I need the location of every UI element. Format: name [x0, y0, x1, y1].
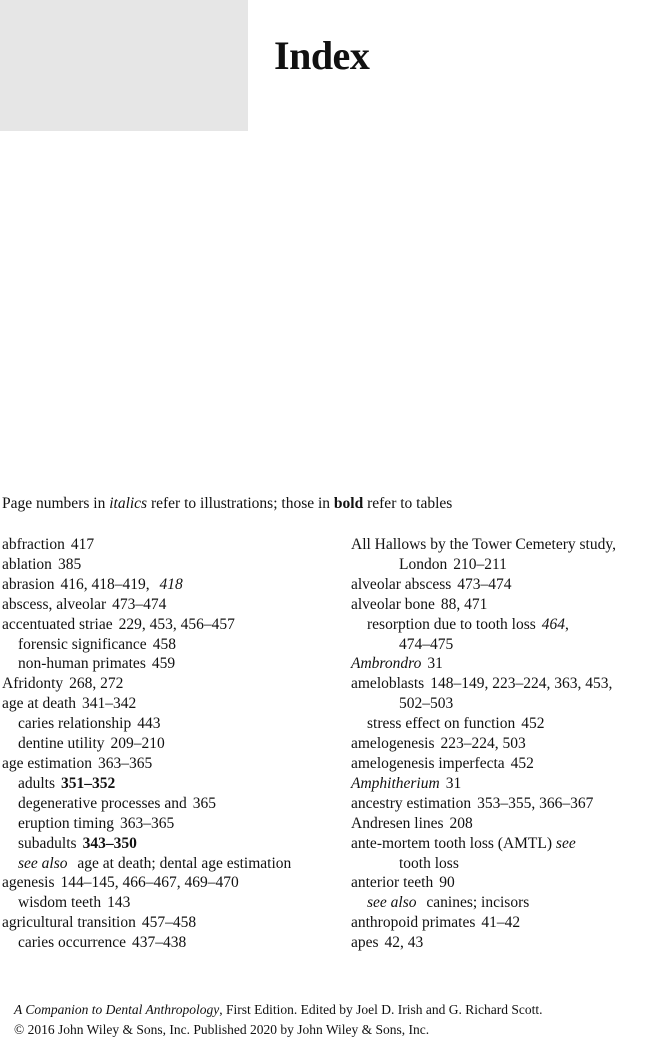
intro-text-3: refer to tables	[363, 495, 453, 512]
index-entry-continuation	[351, 635, 650, 655]
index-term: amelogenesis imperfecta	[351, 754, 505, 772]
index-intro-note	[2, 494, 452, 514]
index-term: subadults	[18, 834, 77, 852]
index-page-refs: 363–365	[120, 814, 175, 832]
index-subentry	[351, 714, 650, 734]
intro-bold-word: bold	[333, 495, 364, 512]
index-subentry	[351, 615, 650, 635]
index-subentry	[2, 794, 332, 814]
footer-edition-editors: , First Edition. Edited by Joel D. Irish and G. Richard Scott.	[219, 1002, 543, 1017]
footer-line-2: © 2016 John Wiley & Sons, Inc. Published 2020 by John Wiley & Sons, Inc.	[14, 1022, 430, 1037]
index-page-refs: 363–365	[97, 754, 153, 772]
index-page-refs: age at death; dental age estimation	[73, 854, 292, 872]
index-subentry	[351, 893, 650, 913]
index-term: alveolar bone	[351, 595, 435, 613]
index-term: degenerative processes and	[18, 794, 187, 812]
index-entry	[351, 575, 650, 595]
index-term: Afridonty	[2, 675, 64, 693]
index-term: Ambrondro	[351, 655, 422, 673]
index-term: anthropoid primates	[351, 914, 476, 932]
index-entry-continuation	[351, 555, 650, 575]
index-page-refs: 452	[510, 754, 534, 772]
index-subentry	[2, 814, 332, 834]
index-entry	[351, 794, 650, 814]
index-page-refs: 443	[137, 715, 161, 733]
index-term: accentuated striae	[2, 615, 113, 633]
index-subentry	[2, 933, 332, 953]
index-page-refs: 42, 43	[384, 934, 424, 952]
index-entry	[351, 814, 650, 834]
index-term: alveolar abscess	[351, 575, 452, 593]
index-term: All Hallows by the Tower Cemetery study,	[351, 536, 616, 553]
index-subentry	[2, 635, 332, 655]
index-term: London	[399, 555, 448, 573]
index-term: non-human primates	[18, 655, 146, 673]
index-term: see also	[18, 854, 68, 872]
intro-text-2: refer to illustrations; those in	[147, 495, 334, 512]
index-entry	[351, 595, 650, 615]
index-entry	[351, 873, 650, 893]
index-page-refs: 343–350	[82, 834, 137, 852]
index-term: eruption timing	[18, 814, 115, 832]
index-page-refs: 418	[159, 575, 183, 593]
index-page-refs: 459	[151, 655, 176, 673]
index-term: abrasion	[2, 575, 55, 593]
index-term: apes	[351, 934, 379, 952]
index-column-right	[351, 535, 650, 953]
index-page-refs: 143	[107, 894, 131, 912]
index-page-refs: 351–352	[61, 774, 116, 792]
index-term: dentine utility	[18, 735, 105, 753]
index-entry	[351, 674, 650, 694]
index-entry	[2, 913, 332, 933]
header-gray-block	[0, 0, 248, 131]
index-page-refs: 341–342	[82, 695, 137, 713]
index-subentry	[2, 734, 332, 754]
index-term: age estimation	[2, 754, 92, 772]
index-term: see also	[367, 894, 417, 912]
index-entry	[2, 555, 332, 575]
index-term: Andresen lines	[351, 814, 444, 832]
index-term: age at death	[2, 695, 77, 713]
index-entry	[2, 674, 332, 694]
index-entry	[351, 535, 650, 555]
index-page-refs: 437–438	[132, 934, 187, 952]
index-term: resorption due to tooth loss	[367, 615, 536, 633]
index-page-refs: 41–42	[481, 914, 521, 932]
index-page-refs: 464	[541, 615, 566, 633]
index-term: forensic significance	[18, 635, 147, 653]
index-page-refs: 90	[439, 874, 455, 892]
index-entry	[351, 774, 650, 794]
index-term: abscess, alveolar	[2, 595, 107, 613]
index-page-refs: 457–458	[141, 914, 197, 932]
index-page-refs: 229, 453, 456–457	[118, 615, 235, 633]
index-entry-continuation	[351, 854, 650, 874]
index-term: stress effect on function	[367, 715, 516, 733]
index-page-refs: 417	[70, 536, 95, 553]
index-entry	[2, 535, 332, 555]
index-column-left	[2, 535, 332, 953]
index-entry	[351, 834, 650, 854]
index-page-refs: 208	[449, 814, 473, 832]
index-term: tooth loss	[399, 854, 459, 872]
intro-italics-word: italics	[109, 495, 148, 512]
index-entry	[2, 873, 332, 893]
index-term: ancestry estimation	[351, 794, 472, 812]
index-entry	[351, 654, 650, 674]
index-page-refs: 353–355, 366–367	[477, 794, 594, 812]
index-page-refs: 458	[152, 635, 176, 653]
index-page-refs: 209–210	[110, 735, 165, 753]
index-entry-continuation	[351, 694, 650, 714]
index-entry	[2, 595, 332, 615]
index-subentry	[2, 654, 332, 674]
index-subentry	[2, 893, 332, 913]
index-page-refs: 473–474	[112, 595, 167, 613]
index-term: abfraction	[2, 536, 65, 553]
index-term: anterior teeth	[351, 874, 434, 892]
index-term: ablation	[2, 555, 52, 573]
index-entry	[2, 615, 332, 635]
index-page-refs: canines; incisors	[422, 894, 530, 912]
index-page-refs: 452	[521, 715, 545, 733]
index-term: agenesis	[2, 874, 55, 892]
index-term: 474–475	[399, 635, 454, 653]
intro-text-1: Page numbers in	[2, 495, 110, 512]
index-entry	[2, 694, 332, 714]
index-term: Amphitherium	[351, 774, 440, 792]
footer-book-title: A Companion to Dental Anthropology	[14, 1002, 220, 1017]
index-entry	[2, 754, 332, 774]
footer-line-1	[14, 1000, 542, 1020]
index-page-refs: see	[555, 834, 576, 852]
index-term: caries occurrence	[18, 934, 126, 952]
index-entry	[351, 913, 650, 933]
copyright-footer	[14, 1000, 542, 1040]
index-page-refs: 365	[192, 794, 216, 812]
index-term: agricultural transition	[2, 914, 136, 932]
index-page-refs: 268, 272	[69, 675, 124, 693]
index-page-refs: 144–145, 466–467, 469–470	[60, 874, 239, 892]
page-title: Index	[274, 33, 370, 78]
index-entry	[351, 933, 650, 953]
index-page-refs: 148–149, 223–224, 363, 453,	[430, 675, 613, 693]
index-term: ante-mortem tooth loss (AMTL)	[351, 834, 556, 852]
index-page-refs: 223–224, 503	[440, 735, 526, 753]
index-term: wisdom teeth	[18, 894, 102, 912]
index-term: caries relationship	[18, 715, 132, 733]
index-entry	[351, 734, 650, 754]
index-page-refs: 210–211	[453, 555, 507, 573]
index-page-refs: ,	[565, 615, 569, 633]
index-page-refs: 88, 471	[440, 595, 488, 613]
index-subentry	[2, 834, 332, 854]
index-term: adults	[18, 774, 56, 792]
index-entry	[2, 575, 332, 595]
index-subentry	[2, 714, 332, 734]
index-subentry	[2, 854, 332, 874]
index-term: amelogenesis	[351, 735, 435, 753]
index-page-refs: 416, 418–419,	[60, 575, 154, 593]
index-page-refs: 385	[57, 555, 82, 573]
index-page-refs: 473–474	[457, 575, 512, 593]
index-subentry	[2, 774, 332, 794]
index-term: 502–503	[399, 695, 454, 713]
index-term: ameloblasts	[351, 675, 425, 693]
index-entry	[351, 754, 650, 774]
index-page-refs: 31	[427, 655, 443, 673]
index-page-refs: 31	[445, 774, 462, 792]
